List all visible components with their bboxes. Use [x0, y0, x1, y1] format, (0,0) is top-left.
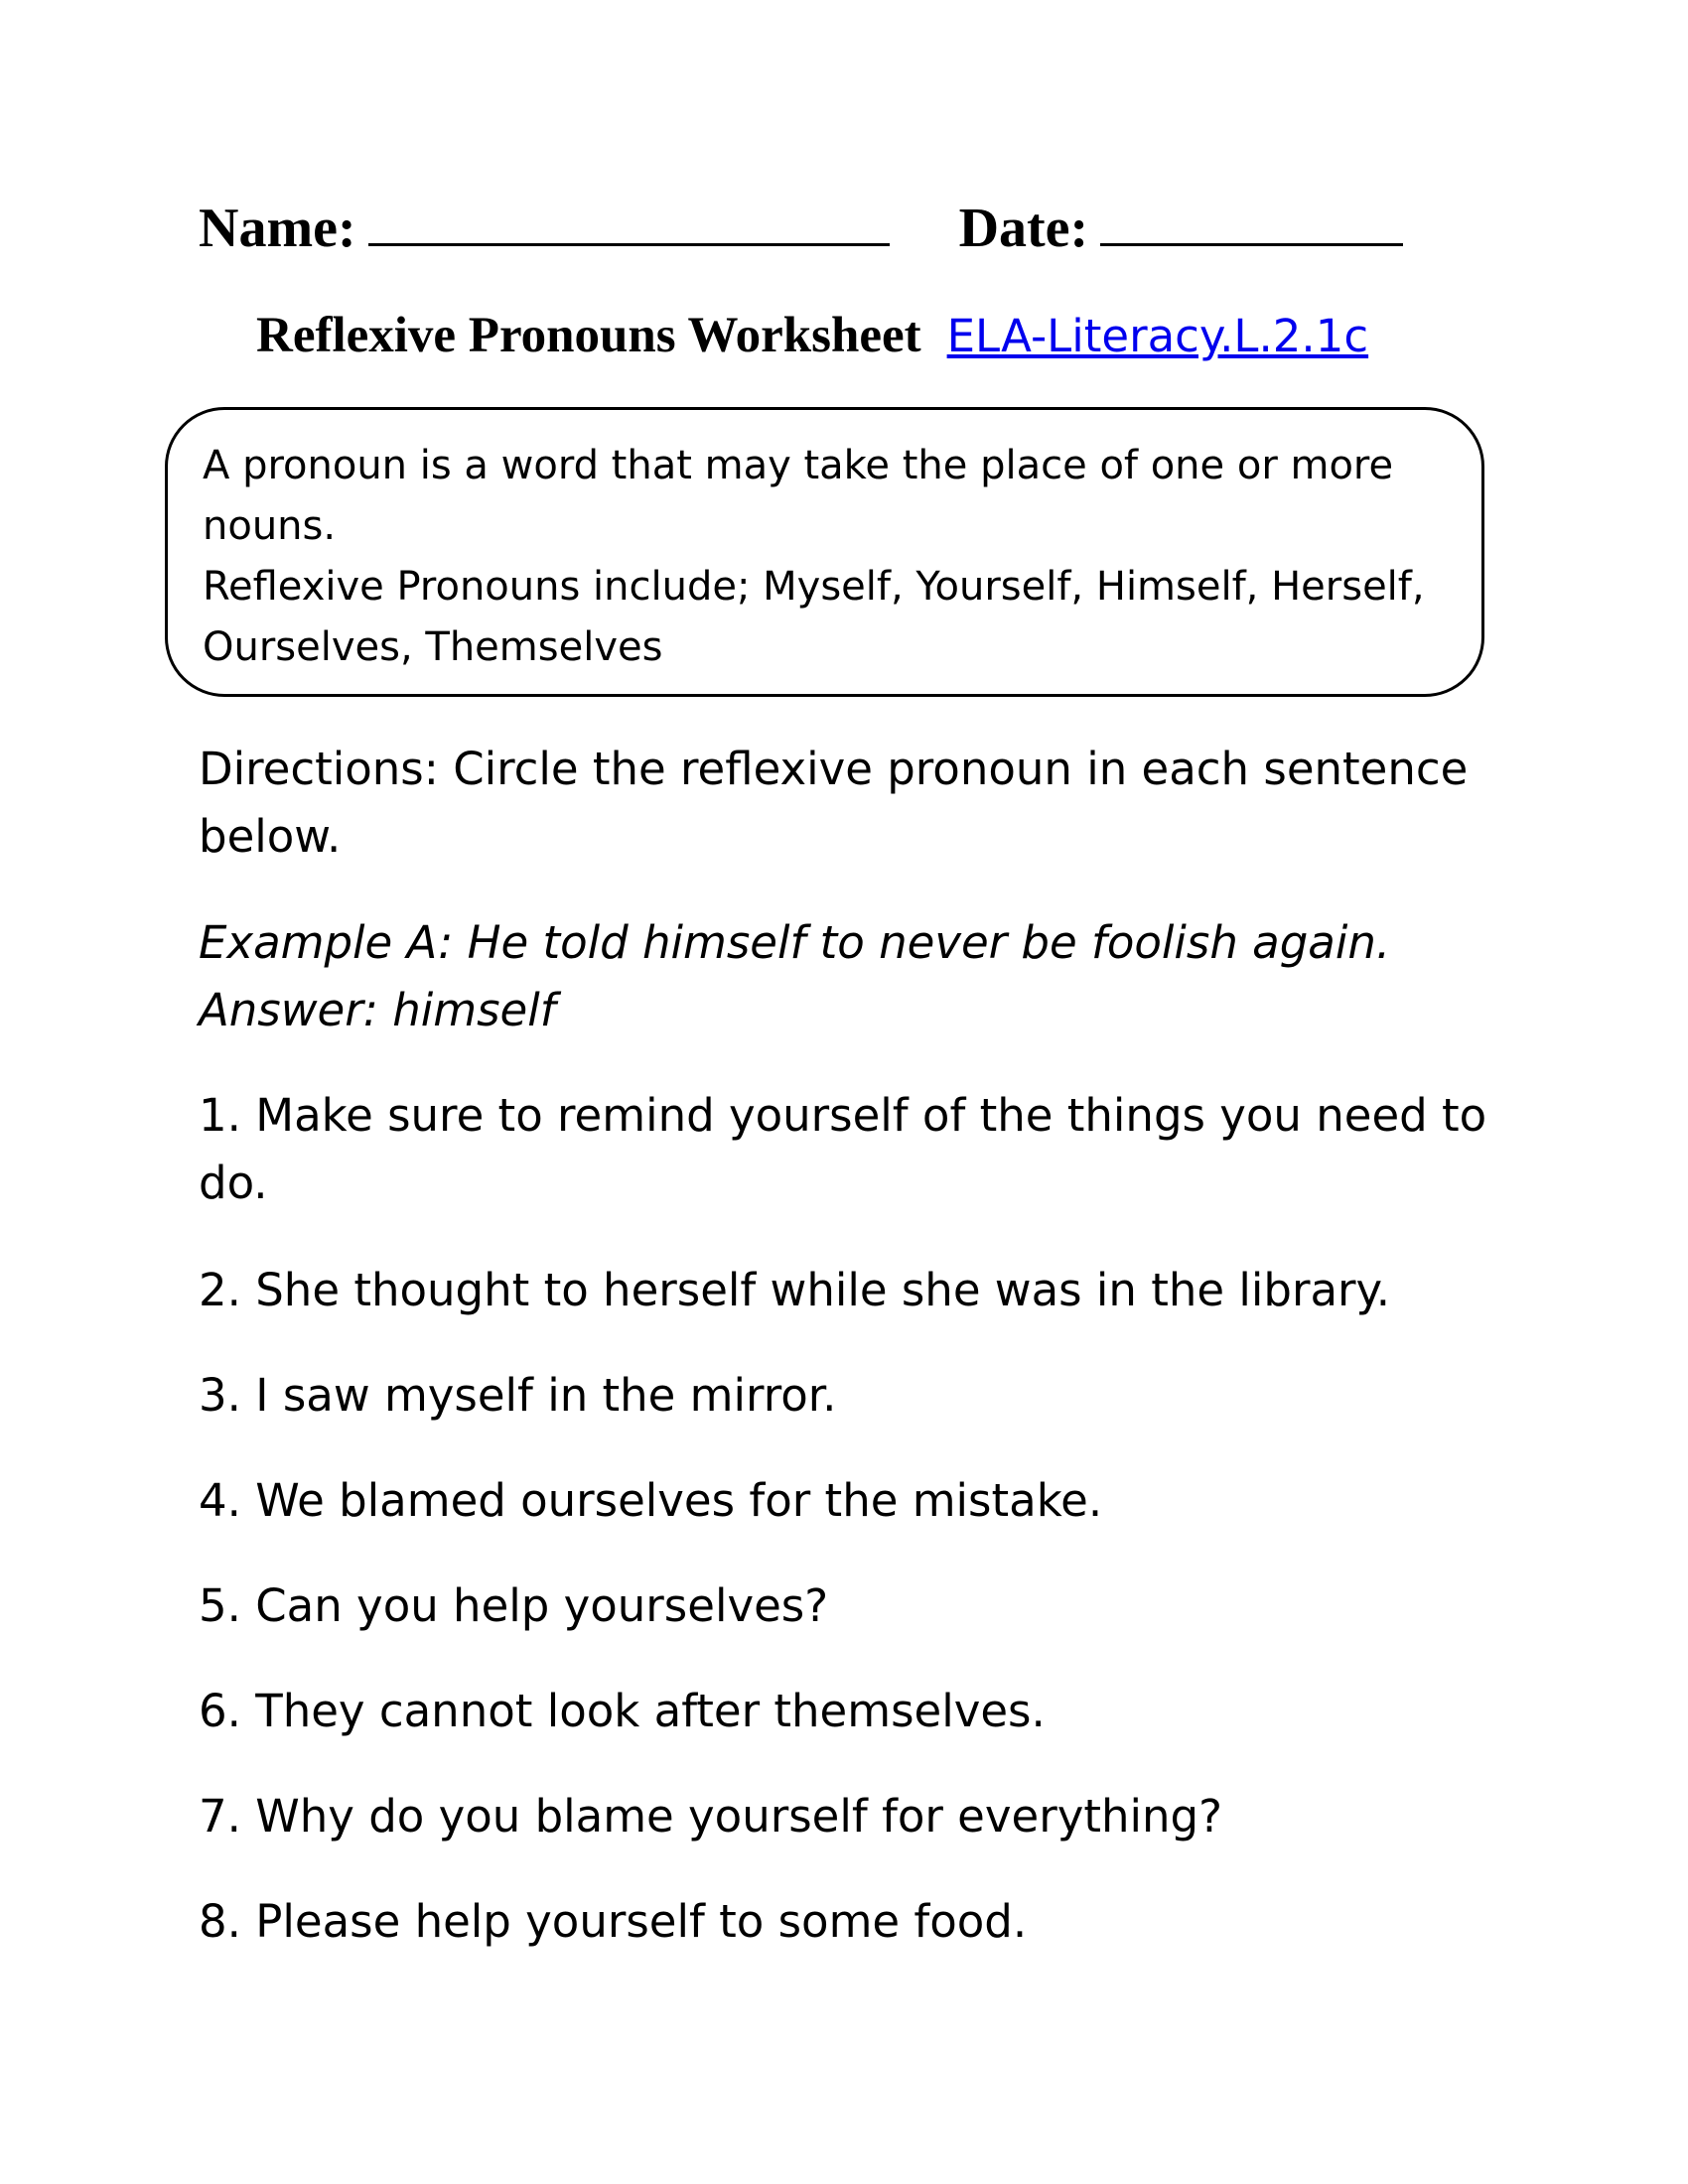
- question-1: 1. Make sure to remind yourself of the things you need to do.: [199, 1089, 1487, 1209]
- definition-box: [165, 407, 1484, 697]
- name-label: Name:: [199, 198, 356, 259]
- name-date-header: [199, 194, 1489, 263]
- question-5: 5. Can you help yourselves?: [199, 1579, 829, 1632]
- question-3: 3. I saw myself in the mirror.: [199, 1369, 837, 1422]
- directions-text: Directions: Circle the reflexive pronoun in each sentence below.: [199, 743, 1469, 863]
- question-7: 7. Why do you blame yourself for everything?: [199, 1790, 1222, 1843]
- date-label: Date:: [958, 198, 1089, 259]
- question-6: 6. They cannot look after themselves.: [199, 1685, 1046, 1737]
- example-answer: Answer: himself: [199, 984, 556, 1036]
- example-sentence: Example A: He told himself to never be foolish again.: [199, 916, 1391, 969]
- worksheet-title-row: [256, 301, 1368, 382]
- reflexive-pronoun-list: Reflexive Pronouns include; Myself, Yourself, Himself, Herself, Ourselves, Themselves: [203, 564, 1425, 670]
- date-blank-line: [1100, 202, 1403, 246]
- definition-text: A pronoun is a word that may take the place of one or more nouns.: [203, 443, 1394, 549]
- question-2: 2. She thought to herself while she was in the library.: [199, 1264, 1391, 1316]
- question-4: 4. We blamed ourselves for the mistake.: [199, 1474, 1103, 1527]
- question-8: 8. Please help yourself to some food.: [199, 1895, 1028, 1948]
- name-blank-line: [368, 202, 890, 246]
- standard-link[interactable]: ELA-Literacy.L.2.1c: [946, 310, 1369, 362]
- worksheet-title: Reflexive Pronouns Worksheet: [256, 308, 921, 363]
